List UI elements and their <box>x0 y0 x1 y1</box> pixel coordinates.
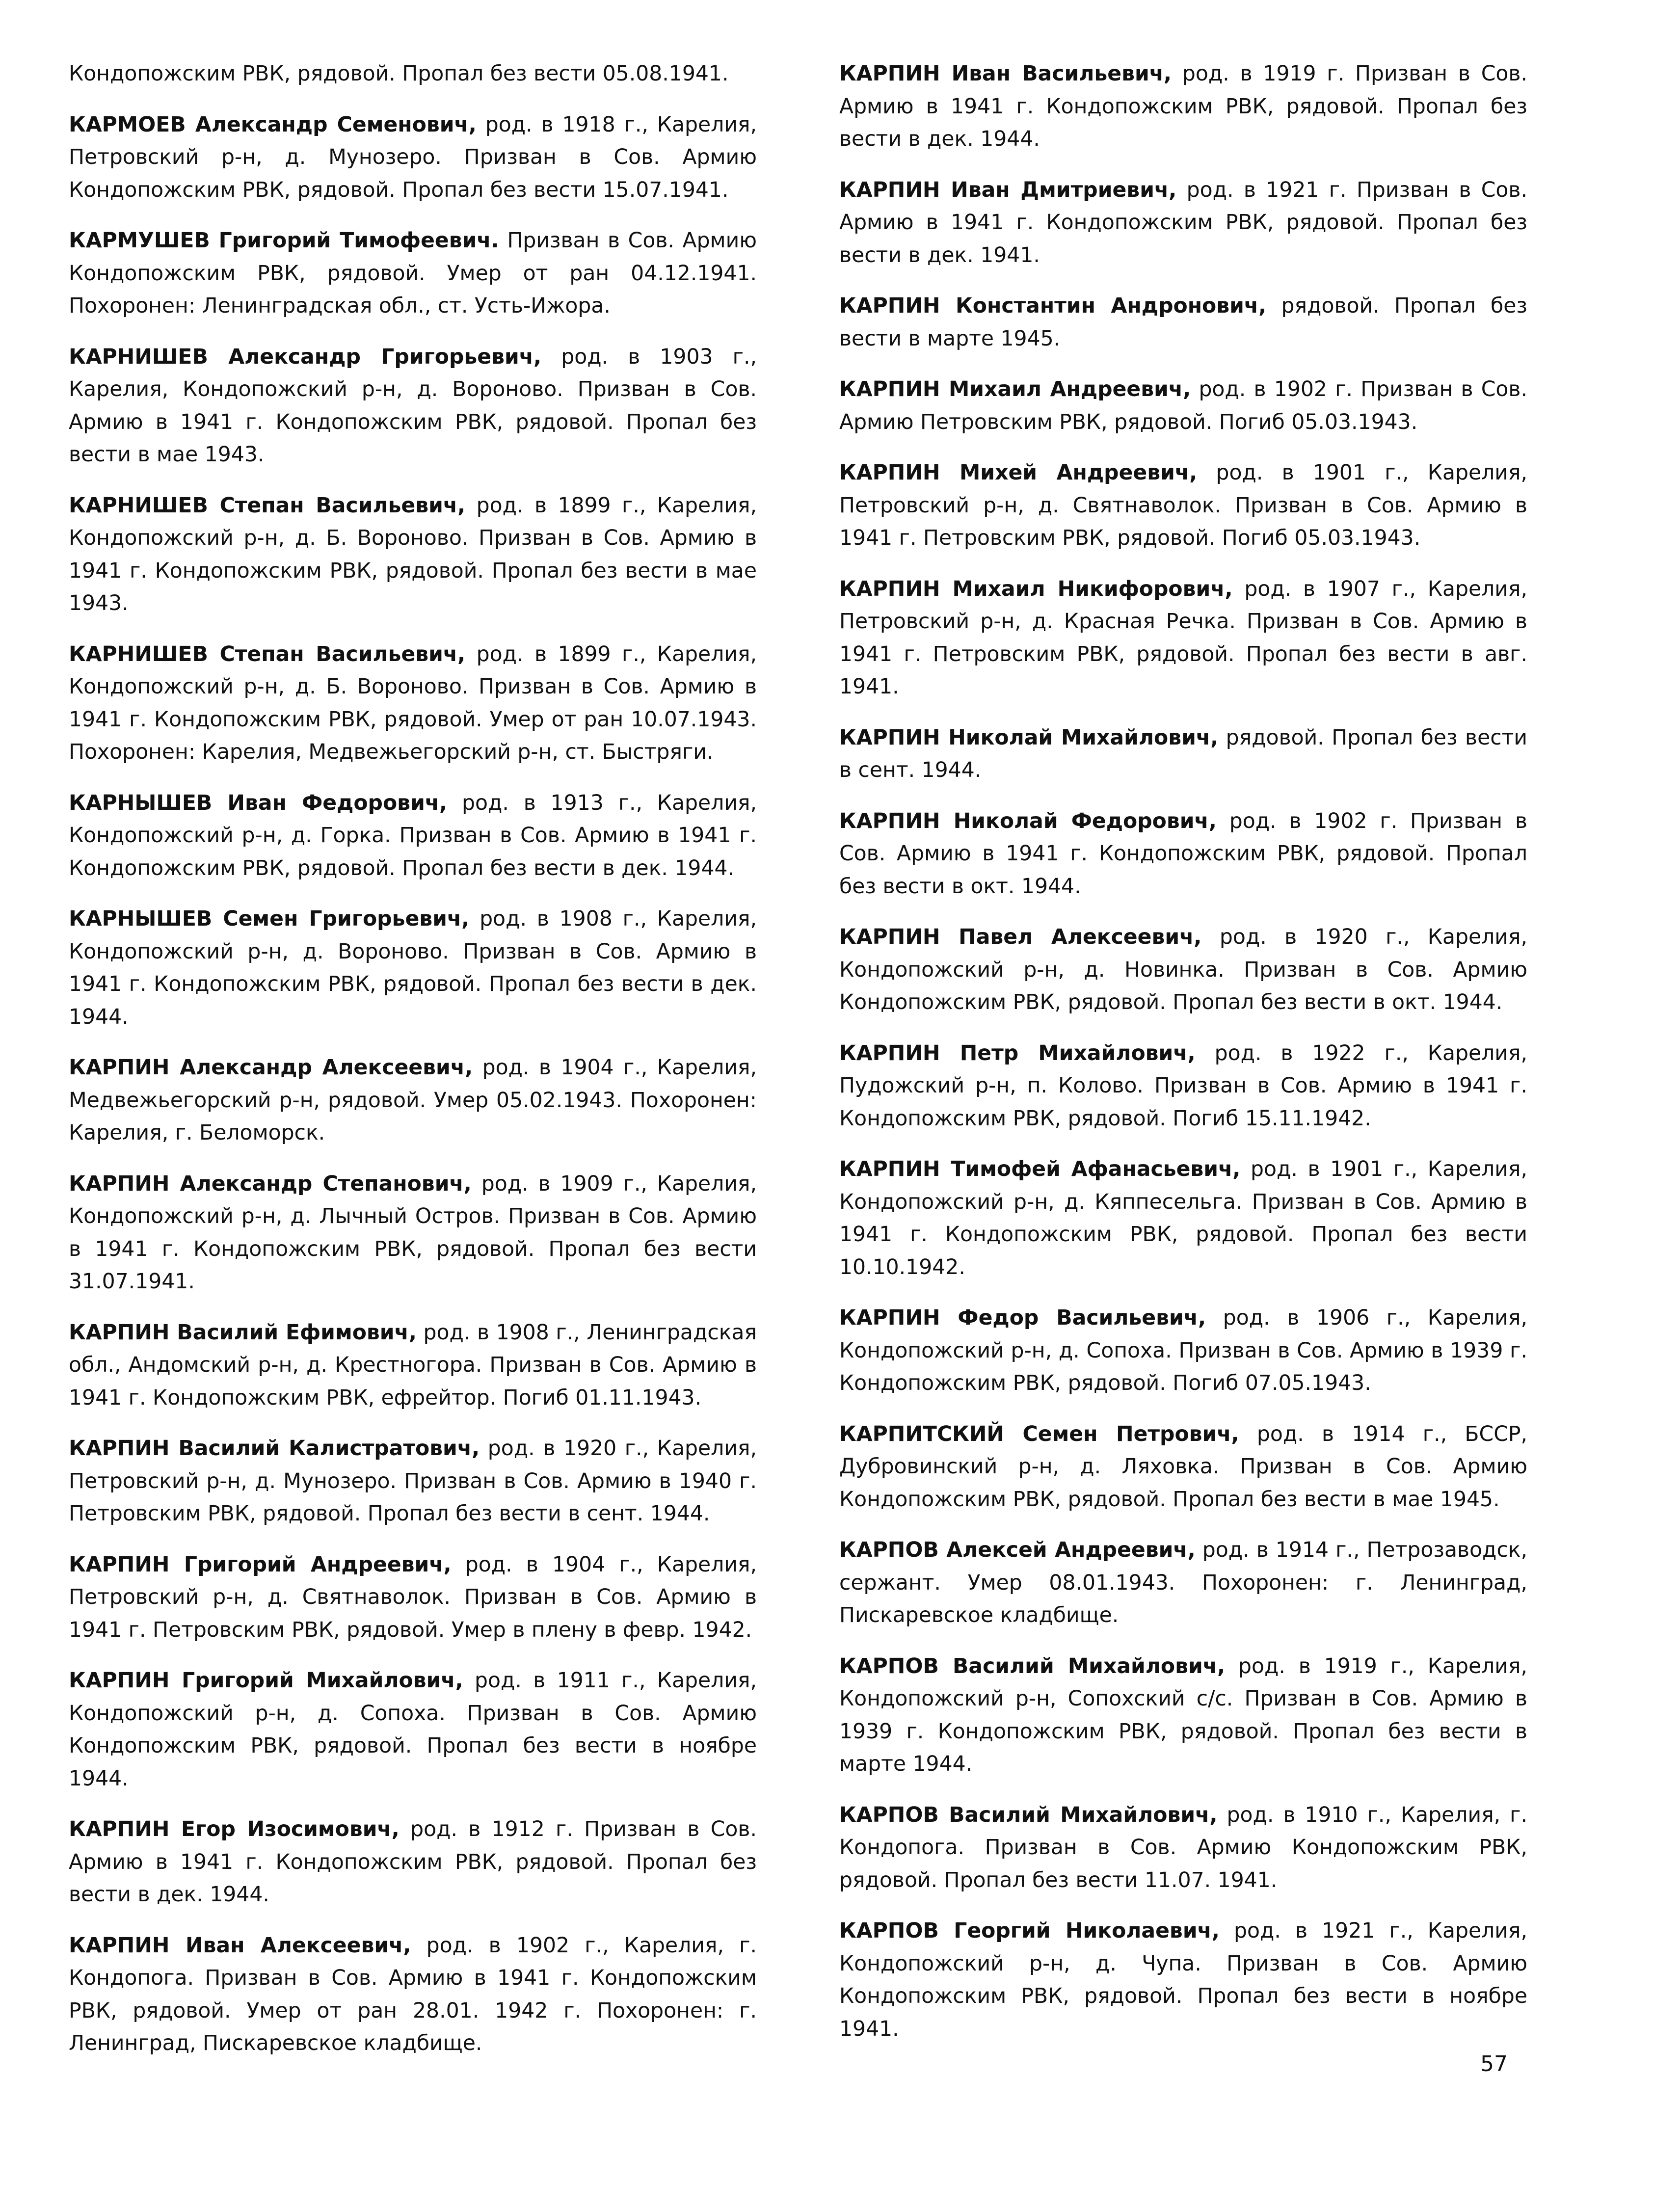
entry-text: род. в 1902 г. Призван в Сов. Армию в 1941 г. Кондопожским РВК, рядовой. Пропал без вести в окт. 1944. <box>839 809 1527 899</box>
entry <box>69 109 757 207</box>
entry-text: род. в 1908 г., Карелия, Кондопожский р-н, д. Вороново. Призван в Сов. Армию в 1941 г. Кондопожским РВК, рядовой. Пропал без вести в дек. 1944. <box>69 907 757 1029</box>
entry <box>839 1651 1527 1781</box>
page-number: 57 <box>1480 2051 1508 2077</box>
entry <box>839 722 1527 787</box>
entry-text: род. в 1901 г., Карелия, Кондопожский р-н, д. Кяппесельга. Призван в Сов. Армию в 1941 г. Кондопожским РВК, рядовой. Пропал без вести 10.10.1942. <box>839 1157 1527 1279</box>
entry <box>839 1038 1527 1136</box>
entry <box>69 903 757 1034</box>
entry <box>69 1665 757 1795</box>
entry <box>839 373 1527 439</box>
entry-text: род. в 1912 г. Призван в Сов. Армию в 1941 г. Кондопожским РВК, рядовой. Пропал без вести в дек. 1944. <box>69 1817 757 1907</box>
entry-text: род. в 1922 г., Карелия, Пудожский р-н, п. Колово. Призван в Сов. Армию в 1941 г. Кондопожским РВК, рядовой. Погиб 15.11.1942. <box>839 1041 1527 1131</box>
entry-text: Кондопожским РВК, рядовой. Пропал без вести 05.08.1941. <box>69 62 729 86</box>
entry <box>69 341 757 472</box>
entry-text: род. в 1908 г., Ленинградская обл., Андомский р-н, д. Крестногора. Призван в Сов. Армию в 1941 г. Кондопожским РВК, ефрейтор. Погиб 01.11.1943. <box>69 1320 757 1410</box>
entry <box>839 1915 1527 2046</box>
entry-text: род. в 1907 г., Карелия, Петровский р-н, д. Красная Речка. Призван в Сов. Армию в 1941 г. Петровским РВК, рядовой. Пропал без вести в авг. 1941. <box>839 577 1527 699</box>
entry <box>839 1153 1527 1284</box>
entry-name: КАРНЫШЕВ Иван Федорович, <box>69 791 448 815</box>
entry-text: род. в 1914 г., Петрозаводск, сержант. Умер 08.01.1943. Похоронен: г. Ленинград, Пискаревское кладбище. <box>839 1538 1527 1627</box>
entry <box>69 639 757 769</box>
entry-text: род. в 1910 г., Карелия, г. Кондопога. Призван в Сов. Армию Кондопожским РВК, рядовой. Пропал без вести 11.07. 1941. <box>839 1803 1527 1892</box>
entry-text: род. в 1899 г., Карелия, Кондопожский р-н, д. Б. Вороново. Призван в Сов. Армию в 1941 г. Кондопожским РВК, рядовой. Умер от ран 10.07.1943. Похоронен: Карелия, Медвежьегорский р-н, ст. Быстряги. <box>69 642 757 764</box>
entry-name: КАРПИН Михаил Никифорович, <box>839 577 1233 601</box>
entry <box>839 805 1527 904</box>
entry-text: род. в 1902 г. Призван в Сов. Армию Петровским РВК, рядовой. Погиб 05.03.1943. <box>839 377 1527 434</box>
entry-text: род. в 1909 г., Карелия, Кондопожский р-н, д. Лычный Остров. Призван в Сов. Армию в 1941 г. Кондопожским РВК, рядовой. Пропал без вести 31.07.1941. <box>69 1172 757 1294</box>
entry-text: род. в 1906 г., Карелия, Кондопожский р-н, д. Сопоха. Призван в Сов. Армию в 1939 г. Кондопожским РВК, рядовой. Погиб 07.05.1943. <box>839 1306 1527 1395</box>
entry <box>69 1052 757 1150</box>
entry-text: род. в 1918 г., Карелия, Петровский р-н, д. Мунозеро. Призван в Сов. Армию Кондопожским РВК, рядовой. Пропал без вести 15.07.1941. <box>69 112 757 202</box>
entry-text: род. в 1911 г., Карелия, Кондопожский р-н, д. Сопоха. Призван в Сов. Армию Кондопожским РВК, рядовой. Пропал без вести в ноябре 1944. <box>69 1669 757 1791</box>
entry <box>839 1418 1527 1517</box>
entry-text: род. в 1904 г., Карелия, Медвежьегорский р-н, рядовой. Умер 05.02.1943. Похоронен: Карелия, г. Беломорск. <box>69 1056 757 1145</box>
entry-name: КАРПИН Александр Степанович, <box>69 1172 472 1196</box>
entry-name: КАРНИШЕВ Степан Васильевич, <box>69 493 466 518</box>
entry <box>839 290 1527 355</box>
entry-name: КАРПОВ Василий Михайлович, <box>839 1803 1218 1827</box>
entry <box>69 1317 757 1415</box>
entry <box>69 1433 757 1531</box>
entry-name: КАРПОВ Василий Михайлович, <box>839 1654 1226 1678</box>
entry <box>839 1302 1527 1400</box>
entry <box>69 787 757 885</box>
entry <box>839 174 1527 272</box>
entry-name: КАРПИН Александр Алексеевич, <box>69 1056 473 1080</box>
entry-text: род. в 1913 г., Карелия, Кондопожский р-н, д. Горка. Призван в Сов. Армию в 1941 г. Кондопожским РВК, рядовой. Пропал без вести в дек. 1944. <box>69 791 757 880</box>
entry <box>69 225 757 323</box>
entry <box>69 1813 757 1912</box>
entry-name: КАРПИН Николай Федорович, <box>839 809 1217 833</box>
left-column <box>69 58 757 2078</box>
entry-name: КАРПИН Григорий Андреевич, <box>69 1552 452 1577</box>
entry-text: рядовой. Пропал без вести в марте 1945. <box>839 294 1528 351</box>
entry <box>839 573 1527 704</box>
entry-text: рядовой. Пропал без вести в сент. 1944. <box>839 725 1527 782</box>
entry-name: КАРПИН Иван Дмитриевич, <box>839 178 1177 202</box>
entry-name: КАРПОВ Георгий Николаевич, <box>839 1919 1220 1943</box>
entry-name: КАРМОЕВ Александр Семенович, <box>69 112 477 137</box>
entry-name: КАРПИН Василий Калистратович, <box>69 1437 480 1461</box>
entry-name: КАРПИН Павел Алексеевич, <box>839 925 1202 949</box>
entry-text: род. в 1921 г., Карелия, Кондопожский р-н, д. Чупа. Призван в Сов. Армию Кондопожским РВК, рядовой. Пропал без вести в ноябре 1941. <box>839 1919 1527 2041</box>
entry-text: род. в 1899 г., Карелия, Кондопожский р-н, д. Б. Вороново. Призван в Сов. Армию в 1941 г. Кондопожским РВК, рядовой. Пропал без вести в мае 1943. <box>69 493 757 615</box>
entry-name: КАРПИН Иван Алексеевич, <box>69 1933 411 1958</box>
entry-name: КАРНИШЕВ Степан Васильевич, <box>69 642 466 666</box>
entry-name: КАРПИН Михаил Андреевич, <box>839 377 1191 401</box>
entry <box>839 58 1527 156</box>
entry <box>69 1549 757 1647</box>
entry-text: род. в 1903 г., Карелия, Кондопожский р-н, д. Вороново. Призван в Сов. Армию в 1941 г. Кондопожским РВК, рядовой. Пропал без вести в мае 1943. <box>69 345 757 467</box>
entry-text: род. в 1920 г., Карелия, Петровский р-н, д. Мунозеро. Призван в Сов. Армию в 1940 г. Петровским РВК, рядовой. Пропал без вести в сент. 1944. <box>69 1437 757 1526</box>
entry-name: КАРПИН Василий Ефимович, <box>69 1320 417 1345</box>
entry-text: род. в 1919 г. Призван в Сов. Армию в 1941 г. Кондопожским РВК, рядовой. Пропал без вести в дек. 1944. <box>839 62 1527 151</box>
entry-name: КАРПИН Петр Михайлович, <box>839 1041 1196 1065</box>
entry-name: КАРПИН Константин Андронович, <box>839 294 1267 318</box>
entry-name: КАРПИН Михей Андреевич, <box>839 461 1198 485</box>
entry-text: род. в 1921 г. Призван в Сов. Армию в 1941 г. Кондопожским РВК, рядовой. Пропал без вести в дек. 1941. <box>839 178 1527 267</box>
entry-name: КАРПИН Иван Васильевич, <box>839 62 1172 86</box>
entry-text: Призван в Сов. Армию Кондопожским РВК, рядовой. Умер от ран 04.12.1941. Похоронен: Ленинградская обл., ст. Усть-Ижора. <box>69 229 757 318</box>
entry-name: КАРПИН Федор Васильевич, <box>839 1306 1206 1330</box>
entry-name: КАРНЫШЕВ Семен Григорьевич, <box>69 907 470 931</box>
entry-name: КАРПИН Тимофей Афанасьевич, <box>839 1157 1241 1181</box>
entry-name: КАРПИН Григорий Михайлович, <box>69 1669 463 1693</box>
entry-name: КАРПИН Николай Михайлович, <box>839 725 1219 750</box>
entry-text: род. в 1920 г., Карелия, Кондопожский р-н, д. Новинка. Призван в Сов. Армию Кондопожским РВК, рядовой. Пропал без вести в окт. 1944. <box>839 925 1527 1014</box>
entry-name: КАРПОВ Алексей Андреевич, <box>839 1538 1196 1562</box>
entry-name: КАРМУШЕВ Григорий Тимофеевич. <box>69 229 499 253</box>
entry-text: род. в 1914 г., БССР, Дубровинский р-н, д. Ляховка. Призван в Сов. Армию Кондопожским РВК, рядовой. Пропал без вести в мае 1945. <box>839 1422 1528 1512</box>
entry <box>69 1168 757 1299</box>
entry-name: КАРПИН Егор Изосимович, <box>69 1817 400 1841</box>
entry-text: род. в 1902 г., Карелия, г. Кондопога. Призван в Сов. Армию в 1941 г. Кондопожским РВК, рядовой. Умер от ран 28.01. 1942 г. Похоронен: г. Ленинград, Пискаревское кладбище. <box>69 1933 757 2055</box>
entry-name: КАРПИТСКИЙ Семен Петрович, <box>839 1422 1239 1446</box>
entry <box>839 921 1527 1019</box>
entry <box>839 1799 1527 1897</box>
entry <box>69 490 757 620</box>
entry-text: род. в 1901 г., Карелия, Петровский р-н, д. Святнаволок. Призван в Сов. Армию в 1941 г. Петровским РВК, рядовой. Погиб 05.03.1943. <box>839 461 1527 550</box>
entry <box>839 457 1527 555</box>
entry <box>839 1534 1527 1632</box>
entry <box>69 58 757 91</box>
entry-text: род. в 1919 г., Карелия, Кондопожский р-н, Сопохский с/с. Призван в Сов. Армию в 1939 г. Кондопожским РВК, рядовой. Пропал без вести в марте 1944. <box>839 1654 1527 1776</box>
right-column <box>839 58 1527 2064</box>
entry <box>69 1930 757 2060</box>
entry-text: род. в 1904 г., Карелия, Петровский р-н, д. Святнаволок. Призван в Сов. Армию в 1941 г. Петровским РВК, рядовой. Умер в плену в февр. 1942. <box>69 1552 757 1642</box>
entry-name: КАРНИШЕВ Александр Григорьевич, <box>69 345 542 369</box>
